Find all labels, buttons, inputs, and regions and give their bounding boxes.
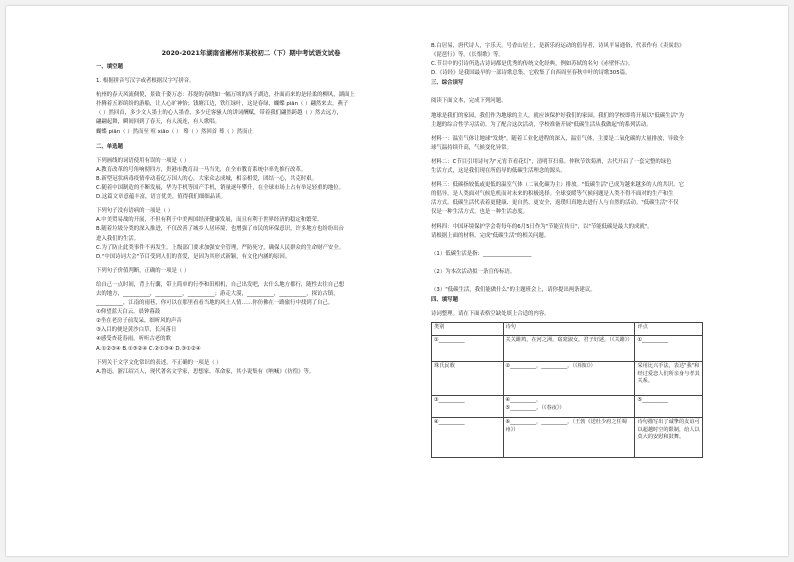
table-cell: ①__________ bbox=[432, 336, 504, 362]
exam-title: 2020-2021年湖南省郴州市某校初二（下）期中考试语文试卷 bbox=[161, 49, 341, 57]
section-heading: 一、填空题 bbox=[96, 64, 123, 70]
text-line: 材料三：低碳指较低或更低的温室气体（二氧化碳为主）排放。"低碳生活"已成为越来越多的人的共识。它 bbox=[431, 182, 684, 189]
table-cell: ⑤__________ bbox=[635, 396, 703, 418]
table-header: 类别 bbox=[432, 323, 504, 336]
table-cell: ④__________ bbox=[432, 418, 504, 458]
spacer bbox=[431, 241, 703, 250]
text-line: ②坐在老房子前发呆，细听风的声音 bbox=[96, 318, 182, 325]
text-line: D.这篇文章意蕴丰富，语言优美，值得我们细细品读。 bbox=[96, 194, 226, 201]
text-line: 下列句子没有语病的一项是（ ） bbox=[96, 208, 174, 215]
text-line: C.为了防止此类事件不再发生，上级部门要求加强安全管理，严防死守，确保人民群众的生命财产安全。 bbox=[96, 244, 345, 251]
table-cell: ③__________ bbox=[432, 396, 504, 418]
text-line: A.中美贸易战的开展，不但有利于中美两国经济健康发展，而且有利于世界经济的稳定和繁荣。 bbox=[96, 217, 323, 224]
table-header: 诗句 bbox=[503, 323, 635, 336]
spacer bbox=[431, 277, 703, 286]
left-column bbox=[96, 62, 406, 377]
text-line: D."中国诗词大会"节目受到人们的喜爱，是因为其形式新颖，有文化内涵的原因。 bbox=[96, 253, 291, 260]
text-line: B.随着垃圾分类的深入推进，不仅改善了城乡人居环境，也增强了市民的环保意识，许多地方也纷纷出台 bbox=[96, 226, 344, 233]
text-line: 阅读下面文本，完成下列问题。 bbox=[431, 98, 507, 105]
spacer bbox=[431, 259, 703, 268]
text-line: D.《诗经》是我国最早的一部诗歌总集，它收集了自西周至春秋中叶的诗歌305篇。 bbox=[431, 70, 631, 77]
text-line: B.新型冠状病毒疫情牵动着亿万国人的心，大家众志成城，相亲相爱，团结一心，共克时艰。 bbox=[96, 175, 318, 182]
right-lines bbox=[431, 42, 703, 319]
table-row bbox=[432, 418, 703, 458]
text-line: 1. 根据拼音写汉字或者根据汉字写拼音。 bbox=[96, 78, 195, 85]
section-heading: 四、填写题 bbox=[431, 296, 458, 303]
table-cell: ②__________，__________。（《相如》） bbox=[503, 362, 635, 396]
poem-table bbox=[431, 322, 703, 458]
table-cell: 采用比兴手法，表达"我"和经过爱恋人们所亲身与孝其关系。 bbox=[635, 362, 703, 396]
text-line: 主题的综合性学习活动。为了配合这次活动，学校准备开展"低碳生活从我做起"的系列活动。 bbox=[431, 121, 652, 128]
text-line: A.鲁迅，浙江绍兴人，现代著名文学家，思想家，革命家，其小说集有《呐喊》《彷徨》等。 bbox=[96, 368, 315, 375]
table-row bbox=[432, 396, 703, 418]
text-line: 下列关于文学文化常识的表述，不正确的一项是（ ） bbox=[96, 359, 222, 366]
table-cell: 珠氏民歌 bbox=[432, 362, 504, 396]
text-line: （1）低碳生活是指：__________________ bbox=[431, 250, 532, 257]
text-line: 生活方式，这是我们现在所倡导的低碳生活理念的源头。 bbox=[431, 168, 566, 175]
text-line: 翩翩起舞，瞬间回到了春天，有人流连，有人歌唱。 bbox=[96, 119, 220, 126]
text-line: 仅是一种生活方式，也是一种生活态度。 bbox=[431, 209, 529, 216]
table-row bbox=[432, 336, 703, 362]
section-heading: 二、单选题 bbox=[96, 143, 123, 150]
text-line: 地球是我们的家园，我们作为地球的主人，就应该保护好我们的家园。我们的学校即将开展以"低碳生活"为 bbox=[431, 112, 684, 119]
text-line: A.教育改革的号角响彻四方，贵港市教育局一马当先，在全市教育系统中率先推行改革。 bbox=[96, 166, 307, 173]
table-cell: 诗句描写出了诚挚的友谊可以超越时空的限制，给人以莫大的安慰和鼓舞。 bbox=[635, 418, 703, 458]
text-line: 球气温持续升高，气候变化异常。 bbox=[431, 144, 512, 151]
text-line: 材料二：C节目引用诗句为"元宵节看花灯"，清明节扫墓。仲秋节饮菊酒，古代开启了一套完整的绿色 bbox=[431, 158, 672, 165]
text-line: 的倡导，是人类面对气候危机而对未来的积极选择。全球变暖等气候问题是人类不得不面对的生产和生 bbox=[431, 191, 674, 198]
text-line: ③入目的便是黄沙白草，长河落日 bbox=[96, 327, 177, 334]
text-line: 材料一：温室气体让地球"发烧"。随着工业化进程的深入，温室气体，主要是二氧化碳的大量排放，导致全 bbox=[431, 135, 684, 142]
text-line: 扑腾着五彩缤纷的游船，让人心旷神怡；钱塘江边，铁红绿叶，这是春绿，蝴蝶 piān（ ）翩然来去，燕子 bbox=[96, 101, 349, 108]
text-line: （ ）然回首，多少文人墨士的心人墨香，多少迁客骚人的讲词酬赋，带着我们翩然跨越（ ）然去远方， bbox=[96, 110, 343, 117]
text-line: 下列句子价值判断，正确的一项是（ ） bbox=[96, 267, 190, 274]
text-line: 杭州的春天风流倜傥，景致千姿万态：苏堤的春晓如一幅万顷的西子湖边，扑面而来的是轻柔的柳风，湖面上 bbox=[96, 92, 355, 99]
table-header: 评点 bbox=[635, 323, 703, 336]
text-line: C.随着中国制造的不断发展，华为手机等国产手机，销量逐年攀升，在全球市场上占有举足轻重的地位。 bbox=[96, 185, 345, 192]
text-line: ④感受杏花春雨，听听古老的歌 bbox=[96, 336, 171, 343]
table-row bbox=[432, 362, 703, 396]
table-header-row bbox=[432, 323, 703, 336]
text-line: 《琵琶行》等。《长恨歌》等。 bbox=[431, 52, 504, 59]
text-line: 给自己一点时间，背上行囊，带上简单的行李和旧相机，自己出发吧，去什么地方都行，随性去往自己想 bbox=[96, 281, 344, 288]
text-line: 下列画线的词语使用有误的一项是（ ） bbox=[96, 157, 190, 164]
text-line: 请根据上面的材料，完成"低碳生活"的相关问题。 bbox=[431, 232, 550, 239]
text-line: 进入我们的生活。 bbox=[96, 235, 140, 242]
exam-sheet bbox=[6, 6, 788, 556]
spacer bbox=[96, 137, 406, 142]
text-line: 材料四：中国环境保护学会将每年的6月5日作为"节能宣传日"，以"节能低碳是最大的成就"。 bbox=[431, 223, 653, 230]
text-line: 诗词整理。请在下面表格空缺处填上合适的内容。 bbox=[431, 311, 550, 318]
text-line: （3）"低碳生活，我们能做什么"的主题班会上，请你提出两条建议。 bbox=[431, 286, 596, 293]
text-line: （2）为本次活动拟一条宣传标语。 bbox=[431, 268, 516, 275]
text-line: 活方式。低碳生活代表着更健康、更自然、更安全，返璞归真地去进行人与自然的活动。"低碳生活"不仅 bbox=[431, 200, 679, 207]
spacer bbox=[431, 88, 703, 97]
text-line: 蝴蝶 piān（ ）然而至 喧 xiāo（ ） 蓦（ ）然回首 蓦（ ）然而止 bbox=[96, 128, 253, 135]
text-line: A.①②③④ B.①③②④ C.②①③④ D.③①②④ bbox=[96, 345, 201, 352]
table-cell: ①__________ bbox=[635, 336, 703, 362]
table-cell: ⑥__________，__________。（王勃《送杜少府之任蜀州》） bbox=[503, 418, 635, 458]
text-line: ①仰望蓝天白云，晨钟暮鼓 bbox=[96, 309, 161, 316]
section-heading: 三、综合读写 bbox=[431, 80, 464, 87]
text-line: __________，江南的雨巷，你可以在那里看看当地的风土人情……你仿佛在一路旅行中找到了自己。 bbox=[96, 300, 334, 307]
text-line: B.白居易，唐代诗人，字乐天，号香山居士，是新乐府运动的倡导者，诗风平易通俗，代表作有《卖炭翁》 bbox=[431, 43, 685, 49]
right-column bbox=[431, 42, 703, 458]
table-cell: ④__________， ⑤__________。（《春夜》） bbox=[503, 396, 635, 418]
text-line: 去的地方，__________，__________，__________；游走大漠，__________，__________，探访古镇， bbox=[96, 290, 339, 297]
text-line: C.节目中的引诗所选古诗词都是优秀的传统文化经典，例如苏轼的名句《赤壁怀古》。 bbox=[431, 61, 634, 68]
table-cell: 关关雎鸠，在河之洲。窈窕淑女，君子好逑。（《关雎》） bbox=[503, 336, 635, 362]
